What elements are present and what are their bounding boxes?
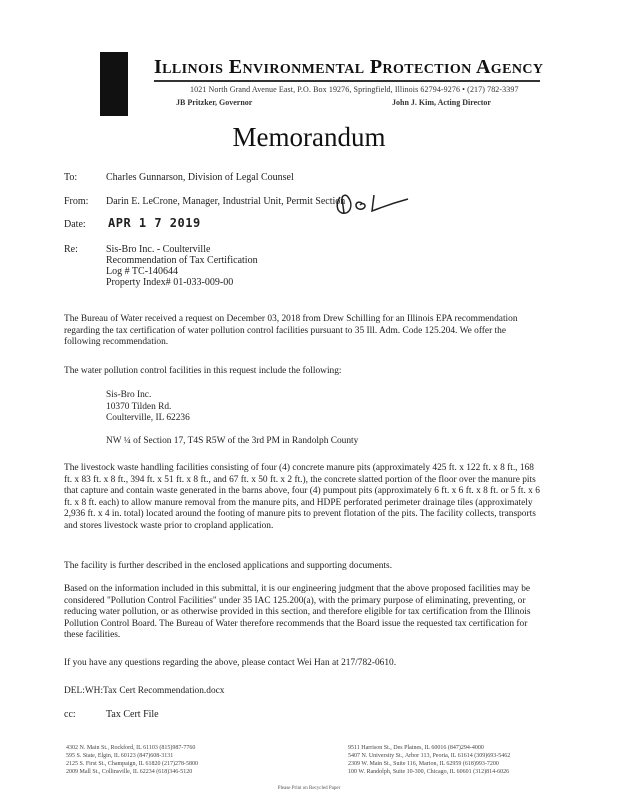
agency-name: Illinois Environmental Protection Agency: [154, 56, 544, 78]
facility-address-line: 10370 Tilden Rd.: [106, 401, 172, 412]
re-line: Recommendation of Tax Certification: [106, 255, 258, 266]
date-label: Date:: [64, 219, 86, 230]
cc-value: Tax Cert File: [106, 709, 159, 720]
letterhead-rule: [154, 80, 540, 82]
paragraph-facilities-intro: The water pollution control facilities in this request include the following:: [64, 366, 342, 376]
footer-office: 5407 N. University St., Arbor 113, Peoria, IL 61614 (309)693-5462: [348, 753, 511, 759]
paragraph-contact: If you have any questions regarding the above, please contact Wei Han at 217/782-0610.: [64, 658, 397, 668]
footer-office: 2309 W. Main St., Suite 116, Marion, IL 62959 (618)993-7200: [348, 761, 499, 767]
facility-location: NW ¼ of Section 17, T4S R5W of the 3rd PM in Randolph County: [106, 436, 359, 446]
date-stamp: APR 1 7 2019: [108, 216, 201, 230]
re-block: [106, 244, 258, 288]
re-line: Log # TC-140644: [106, 266, 179, 277]
signature-initials: [334, 191, 414, 217]
governor-name: JB Pritzker, Governor: [176, 98, 253, 107]
from-value: Darin E. LeCrone, Manager, Industrial Unit, Permit Section: [106, 196, 346, 207]
facility-address-line: Sis-Bro Inc.: [106, 390, 152, 400]
footer-offices-left: [66, 744, 198, 776]
memo-title: Memorandum: [232, 122, 386, 152]
re-label: Re:: [64, 244, 78, 255]
cc-label: cc:: [64, 709, 76, 720]
paragraph-judgment: Based on the information included in this submittal, it is our engineering judgment that the above proposed facilities may be considered "Pollution Control Facilities" under 35 IAC 125.200(a), with the primary purpose of eliminating, preventing, or reducing water pollution, or as otherwise provided in this section, and therefore eligible for tax certification from the Illinois Pollution Control Board. The Bureau of Water therefore recommends that the Board issue the requested tax certification for these facilities.: [64, 584, 531, 641]
footer-office: 2125 S. First St., Champaign, IL 61820 (217)278-5800: [66, 761, 198, 767]
re-line: Sis-Bro Inc. - Coulterville: [106, 244, 211, 255]
footer-office: 9511 Harrison St., Des Plaines, IL 60016 (847)294-4000: [348, 745, 484, 751]
footer-offices-right: [348, 744, 510, 776]
to-label: To:: [64, 172, 78, 183]
facility-address: [106, 390, 190, 425]
footer-office: 100 W. Randolph, Suite 10-300, Chicago, IL 60601 (312)814-6026: [348, 769, 510, 775]
agency-logo-block: [100, 52, 128, 116]
director-name: John J. Kim, Acting Director: [392, 98, 491, 107]
footer-office: 4302 N. Main St., Rockford, IL 61103 (815)987-7760: [66, 745, 196, 751]
reference-initials: DEL:WH:Tax Cert Recommendation.docx: [64, 686, 225, 696]
from-label: From:: [64, 196, 89, 207]
to-value: Charles Gunnarson, Division of Legal Counsel: [106, 172, 294, 183]
recycled-paper-note: Please Print on Recycled Paper: [277, 786, 341, 791]
paragraph-description: The livestock waste handling facilities consisting of four (4) concrete manure pits (approximately 425 ft. x 122 ft. x 8 ft., 168 ft. x 83 ft. x 8 ft., 394 ft. x 51 ft. x 8 ft., and 67 ft. x 50 ft. x 2 ft.), the concrete slatted portion of the floor over the manure pits that capture and contain waste generated in the barns above, four (4) pumpout pits (approximately 6 ft. x 6 ft. x 8 ft. or 5 ft. x 6 ft. x 8 ft. each) to allow manure removal from the manure pits, and HDPE perforated perimeter drainage tiles (approximately 2,936 ft. x 4 in. total) located around the footing of manure pits to prevent flotation of the pits. The facility collects, transports and stores livestock waste prior to cropland application.: [64, 463, 540, 531]
paragraph-request: The Bureau of Water received a request on December 03, 2018 from Drew Schilling for an Illinois EPA recommendation regarding the tax certification of water pollution control facilities pursuant to 35 Ill. Adm. Code 125.204. We offer the following recommendation.: [64, 314, 518, 348]
re-line: Property Index# 01-033-009-00: [106, 277, 234, 288]
paragraph-enclosures: The facility is further described in the enclosed applications and supporting documents.: [64, 561, 393, 571]
footer-office: 2009 Mall St., Collinsville, IL 62234 (618)346-5120: [66, 769, 193, 775]
agency-address: 1021 North Grand Avenue East, P.O. Box 19276, Springfield, Illinois 62794-9276 • (217) 782-3397: [190, 85, 519, 94]
footer-office: 595 S. State, Elgin, IL 60123 (847)608-3131: [66, 753, 174, 759]
facility-address-line: Coulterville, IL 62236: [106, 413, 190, 424]
